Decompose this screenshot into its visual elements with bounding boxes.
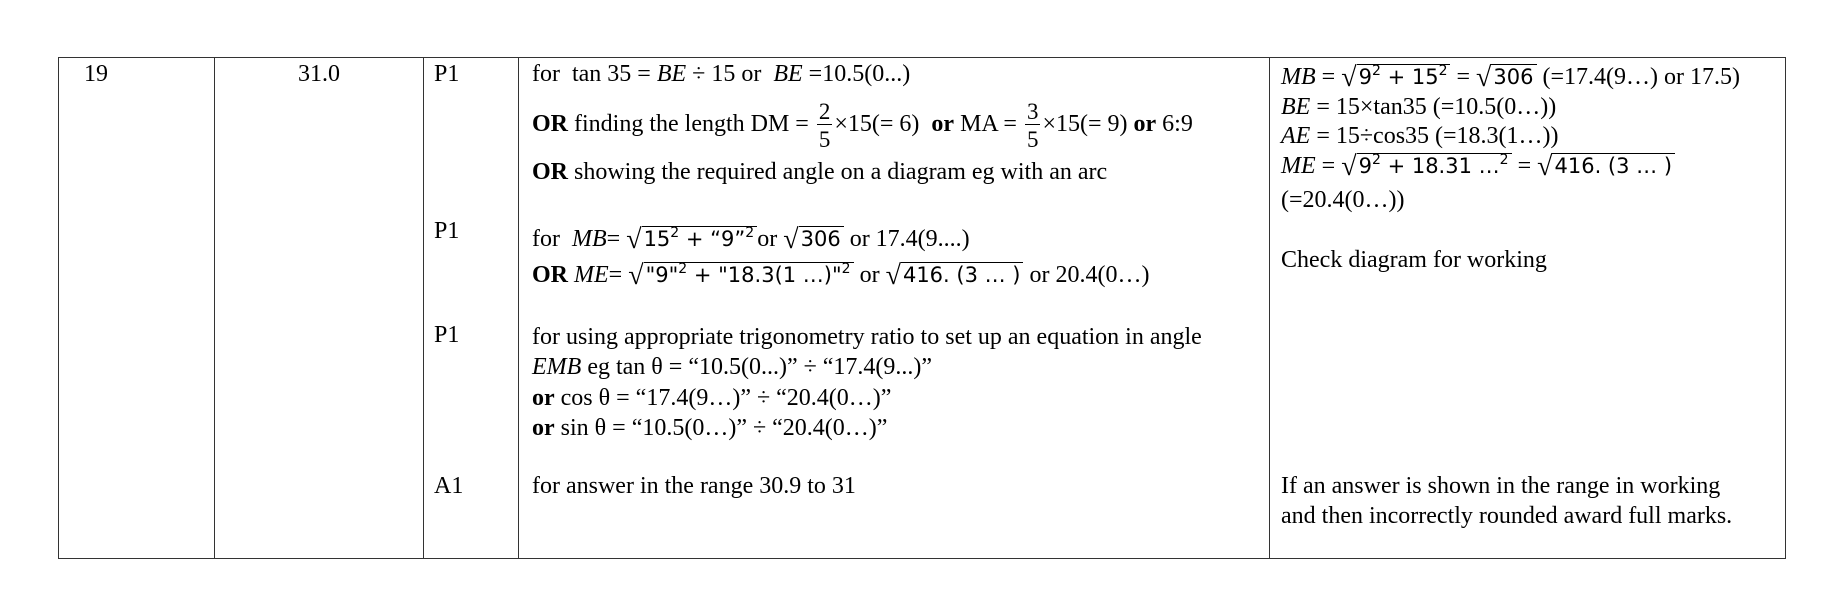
fraction: $\frac{2}{5}$ [818,99,831,152]
column-divider [518,58,519,558]
guidance-line: MB = $√9^2 + 15^2 = √306$ (=17.4(9…) or 17.5) [1281,62,1740,93]
scheme-line: or cos θ = “17.4(9…)” ÷ “20.4(0…)” [532,385,892,411]
square-root: √416. (3 … ) [1537,152,1675,181]
scheme-line: or sin θ = “10.5(0…)” ÷ “20.4(0…)” [532,415,888,441]
scheme-line: OR ME= √"9"$^2$ + "18.3(1 …)"$^2$ or √416. (3 … ) or 20.4(0…) [532,260,1150,291]
column-divider [423,58,424,558]
mark-code: P1 [434,61,460,87]
scheme-line: for using appropriate trigonometry ratio to set up an equation in angle [532,324,1202,350]
mark-code: P1 [434,322,460,348]
column-divider [1269,58,1270,558]
scheme-line: EMB eg tan θ = “10.5(0...)” ÷ “17.4(9...)” [532,354,933,380]
scheme-line: for tan 35 = BE ÷ 15 or BE =10.5(0...) [532,61,911,87]
square-root: $√15^2$ + “9”$^2$ [626,225,757,254]
scheme-line: OR showing the required angle on a diagram eg with an arc [532,159,1108,185]
scheme-line: for $MB= √15^2$ + “9”$^2$ or √306 or 17.4(9....) [532,224,970,255]
guidance-line: BE = 15×tan35 (=10.5(0…)) [1281,94,1557,120]
column-divider [214,58,215,558]
mark-code: P1 [434,218,460,244]
guidance-note: Check diagram for working [1281,247,1547,273]
guidance-note: If an answer is shown in the range in working [1281,473,1721,499]
scheme-line: OR finding the length DM = $\frac{2}{5}$ ×15(= 6) or MA = $\frac{3}{5}$ ×15(= 9) or 6:9 [532,99,1193,152]
square-root: $√9^2 + 18.31$ …$^2$ [1341,152,1511,181]
scheme-line: for answer in the range 30.9 to 31 [532,473,856,499]
guidance-line: AE = 15÷cos35 (=18.3(1…)) [1281,123,1559,149]
square-root: $√9^2 + 15^2$ [1341,63,1450,92]
square-root: √306 [1476,63,1536,92]
square-root: √416. (3 … ) [886,261,1024,290]
fraction: $\frac{3}{5}$ [1026,99,1039,152]
guidance-line: (=20.4(0…)) [1281,187,1405,213]
question-number: 19 [84,61,108,87]
answer-value: 31.0 [298,61,340,87]
guidance-note: and then incorrectly rounded award full marks. [1281,503,1733,529]
square-root: √306 [783,225,843,254]
guidance-line: ME = $√9^2 + 18.31$ …$^2$ = √416. (3 … ) [1281,152,1675,181]
mark-code: A1 [434,473,464,499]
square-root: √"9"$^2$ + "18.3(1 …)"$^2$ [628,261,853,290]
